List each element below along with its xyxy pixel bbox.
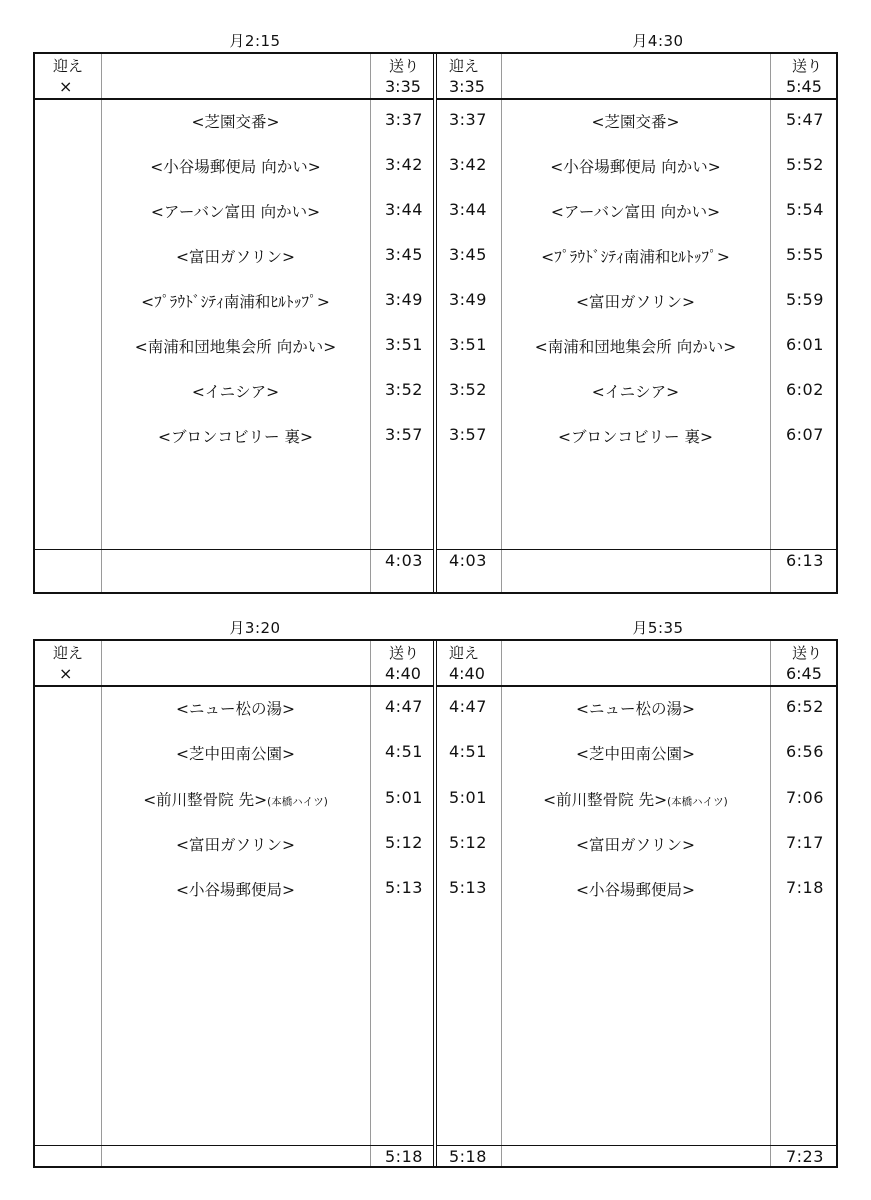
stop-time: 4:51 (385, 742, 423, 761)
stop-time: 5:12 (385, 833, 423, 852)
stop-row (437, 829, 836, 859)
stop-name-with-note (501, 788, 770, 810)
stop-time: 5:47 (785, 110, 824, 129)
stop-time: 6:02 (785, 380, 824, 399)
schedule-table (33, 639, 838, 1168)
schedule-title-left: 月2:15 (229, 32, 281, 50)
stop-row (437, 286, 836, 316)
stop-name: <アーバン富田 向かい> (150, 203, 321, 221)
stop-time: 7:17 (785, 833, 824, 852)
stop-row (437, 106, 836, 136)
block-header (437, 54, 836, 100)
stop-name: <富田ガソリン> (575, 836, 695, 854)
stop-name: <芝中田南公園> (575, 745, 695, 763)
sheet-titles (33, 617, 838, 639)
stop-time: 7:06 (785, 788, 824, 807)
dropoff-start-time: 3:35 (385, 77, 421, 96)
pickup-time: 3:52 (448, 380, 487, 399)
pickup-time: 3:44 (448, 200, 487, 219)
stop-row (35, 693, 433, 723)
stop-row (437, 421, 836, 451)
stop-row (35, 784, 433, 814)
dropoff-label: 送り (791, 57, 822, 75)
dropoff-label: 送り (389, 644, 420, 662)
pickup-label: 迎え (53, 57, 84, 75)
end-time: 6:13 (785, 551, 824, 570)
schedule-table (33, 52, 838, 594)
stop-row (35, 829, 433, 859)
route-block-right (437, 54, 836, 592)
pickup-start-time: × (59, 664, 73, 683)
stop-row (35, 874, 433, 904)
stop-time: 5:59 (785, 290, 824, 309)
end-time: 5:18 (385, 1147, 423, 1166)
stop-name: <小谷場郵便局 向かい> (150, 158, 321, 176)
pickup-label: 迎え (53, 644, 84, 662)
stop-name: <南浦和団地集会所 向かい> (134, 338, 337, 356)
stop-name: <ニュー松の湯> (575, 700, 695, 718)
block-header (35, 54, 433, 100)
stop-name: <イニシア> (191, 383, 280, 401)
stop-name: <小谷場郵便局 向かい> (550, 158, 721, 176)
pickup-time: 3:42 (448, 155, 487, 174)
dropoff-label: 送り (791, 644, 822, 662)
stop-name: <芝中田南公園> (176, 745, 295, 763)
stop-note: (本橋ハイツ) (267, 796, 328, 808)
stop-row (35, 331, 433, 361)
stop-row (437, 331, 836, 361)
stop-name: <ブロンコビリー 裏> (558, 428, 713, 446)
stop-row (437, 151, 836, 181)
route-block-left (35, 641, 433, 1166)
stop-time: 6:01 (785, 335, 824, 354)
stop-row (437, 241, 836, 271)
schedule-sheet-2 (33, 617, 838, 1168)
block-footer (35, 549, 433, 572)
stop-name: <芝園交番> (191, 113, 280, 131)
stop-time: 3:51 (385, 335, 423, 354)
block-footer (437, 1145, 836, 1168)
pickup-start-time: 4:40 (448, 664, 485, 683)
stop-name: <南浦和団地集会所 向かい> (534, 338, 737, 356)
stop-list (35, 687, 433, 1145)
stop-time: 3:57 (385, 425, 423, 444)
stop-time: 7:18 (785, 878, 824, 897)
pickup-time: 3:49 (448, 290, 487, 309)
stop-row (437, 376, 836, 406)
stop-list (35, 100, 433, 549)
stop-name: <前川整骨院 先> (143, 791, 268, 809)
stop-name: <芝園交番> (591, 113, 680, 131)
dropoff-start-time: 6:45 (785, 664, 822, 683)
stop-name: <イニシア> (591, 383, 680, 401)
stop-time: 6:52 (785, 697, 824, 716)
stop-row (35, 241, 433, 271)
stop-list (437, 687, 836, 1145)
stop-list (437, 100, 836, 549)
pickup-time: 3:57 (448, 425, 487, 444)
pickup-start-time: 3:35 (448, 77, 485, 96)
dropoff-label: 送り (389, 57, 420, 75)
block-header (35, 641, 433, 687)
stop-time: 3:44 (385, 200, 423, 219)
block-footer (437, 549, 836, 572)
stop-time: 3:52 (385, 380, 423, 399)
stop-row (35, 421, 433, 451)
pickup-time: 4:47 (448, 697, 487, 716)
pickup-label: 迎え (448, 644, 479, 662)
stop-time: 6:56 (785, 742, 824, 761)
stop-name: <ニュー松の湯> (176, 700, 295, 718)
stop-row (35, 106, 433, 136)
schedule-title-right: 月5:35 (632, 619, 684, 637)
stop-row (35, 376, 433, 406)
stop-time: 4:47 (385, 697, 423, 716)
stop-time: 3:45 (385, 245, 423, 264)
stop-time: 3:37 (385, 110, 423, 129)
pickup-time: 3:51 (448, 335, 487, 354)
stop-name: <富田ガソリン> (575, 293, 695, 311)
dropoff-start-time: 4:40 (385, 664, 421, 683)
pickup-end-time: 5:18 (448, 1147, 487, 1166)
stop-name-with-note (101, 788, 370, 810)
dropoff-start-time: 5:45 (785, 77, 822, 96)
stop-name: <富田ガソリン> (176, 836, 295, 854)
stop-name: <小谷場郵便局> (575, 881, 695, 899)
pickup-time: 3:37 (448, 110, 487, 129)
stop-row (35, 738, 433, 768)
stop-time: 5:52 (785, 155, 824, 174)
stop-row (437, 738, 836, 768)
route-block-left (35, 54, 433, 592)
stop-time: 3:49 (385, 290, 423, 309)
stop-name: <ﾌﾟﾗｳﾄﾞｼﾃｨ南浦和ﾋﾙﾄｯﾌﾟ> (541, 248, 730, 266)
stop-row (437, 784, 836, 814)
end-time: 4:03 (385, 551, 423, 570)
stop-time: 5:54 (785, 200, 824, 219)
stop-row (437, 693, 836, 723)
sheet-titles (33, 30, 838, 52)
pickup-label: 迎え (448, 57, 479, 75)
stop-name: <富田ガソリン> (176, 248, 295, 266)
schedule-title-right: 月4:30 (632, 32, 684, 50)
pickup-time: 5:13 (448, 878, 487, 897)
stop-time: 3:42 (385, 155, 423, 174)
stop-row (437, 874, 836, 904)
route-block-right (437, 641, 836, 1166)
stop-row (35, 196, 433, 226)
schedule-sheet-1 (33, 30, 838, 594)
stop-time: 5:01 (385, 788, 423, 807)
pickup-time: 3:45 (448, 245, 487, 264)
stop-name: <ﾌﾟﾗｳﾄﾞｼﾃｨ南浦和ﾋﾙﾄｯﾌﾟ> (141, 293, 330, 311)
stop-time: 5:13 (385, 878, 423, 897)
pickup-time: 5:01 (448, 788, 487, 807)
stop-row (35, 151, 433, 181)
stop-time: 5:55 (785, 245, 824, 264)
block-header (437, 641, 836, 687)
block-footer (35, 1145, 433, 1168)
stop-name: <アーバン富田 向かい> (550, 203, 721, 221)
pickup-time: 4:51 (448, 742, 487, 761)
pickup-start-time: × (59, 77, 73, 96)
stop-name: <小谷場郵便局> (176, 881, 295, 899)
pickup-end-time: 4:03 (448, 551, 487, 570)
schedule-title-left: 月3:20 (229, 619, 281, 637)
stop-note: (本橋ハイツ) (667, 796, 728, 808)
stop-row (35, 286, 433, 316)
end-time: 7:23 (785, 1147, 824, 1166)
stop-name: <ブロンコビリー 裏> (158, 428, 313, 446)
stop-row (437, 196, 836, 226)
stop-name: <前川整骨院 先> (543, 791, 668, 809)
stop-time: 6:07 (785, 425, 824, 444)
pickup-time: 5:12 (448, 833, 487, 852)
